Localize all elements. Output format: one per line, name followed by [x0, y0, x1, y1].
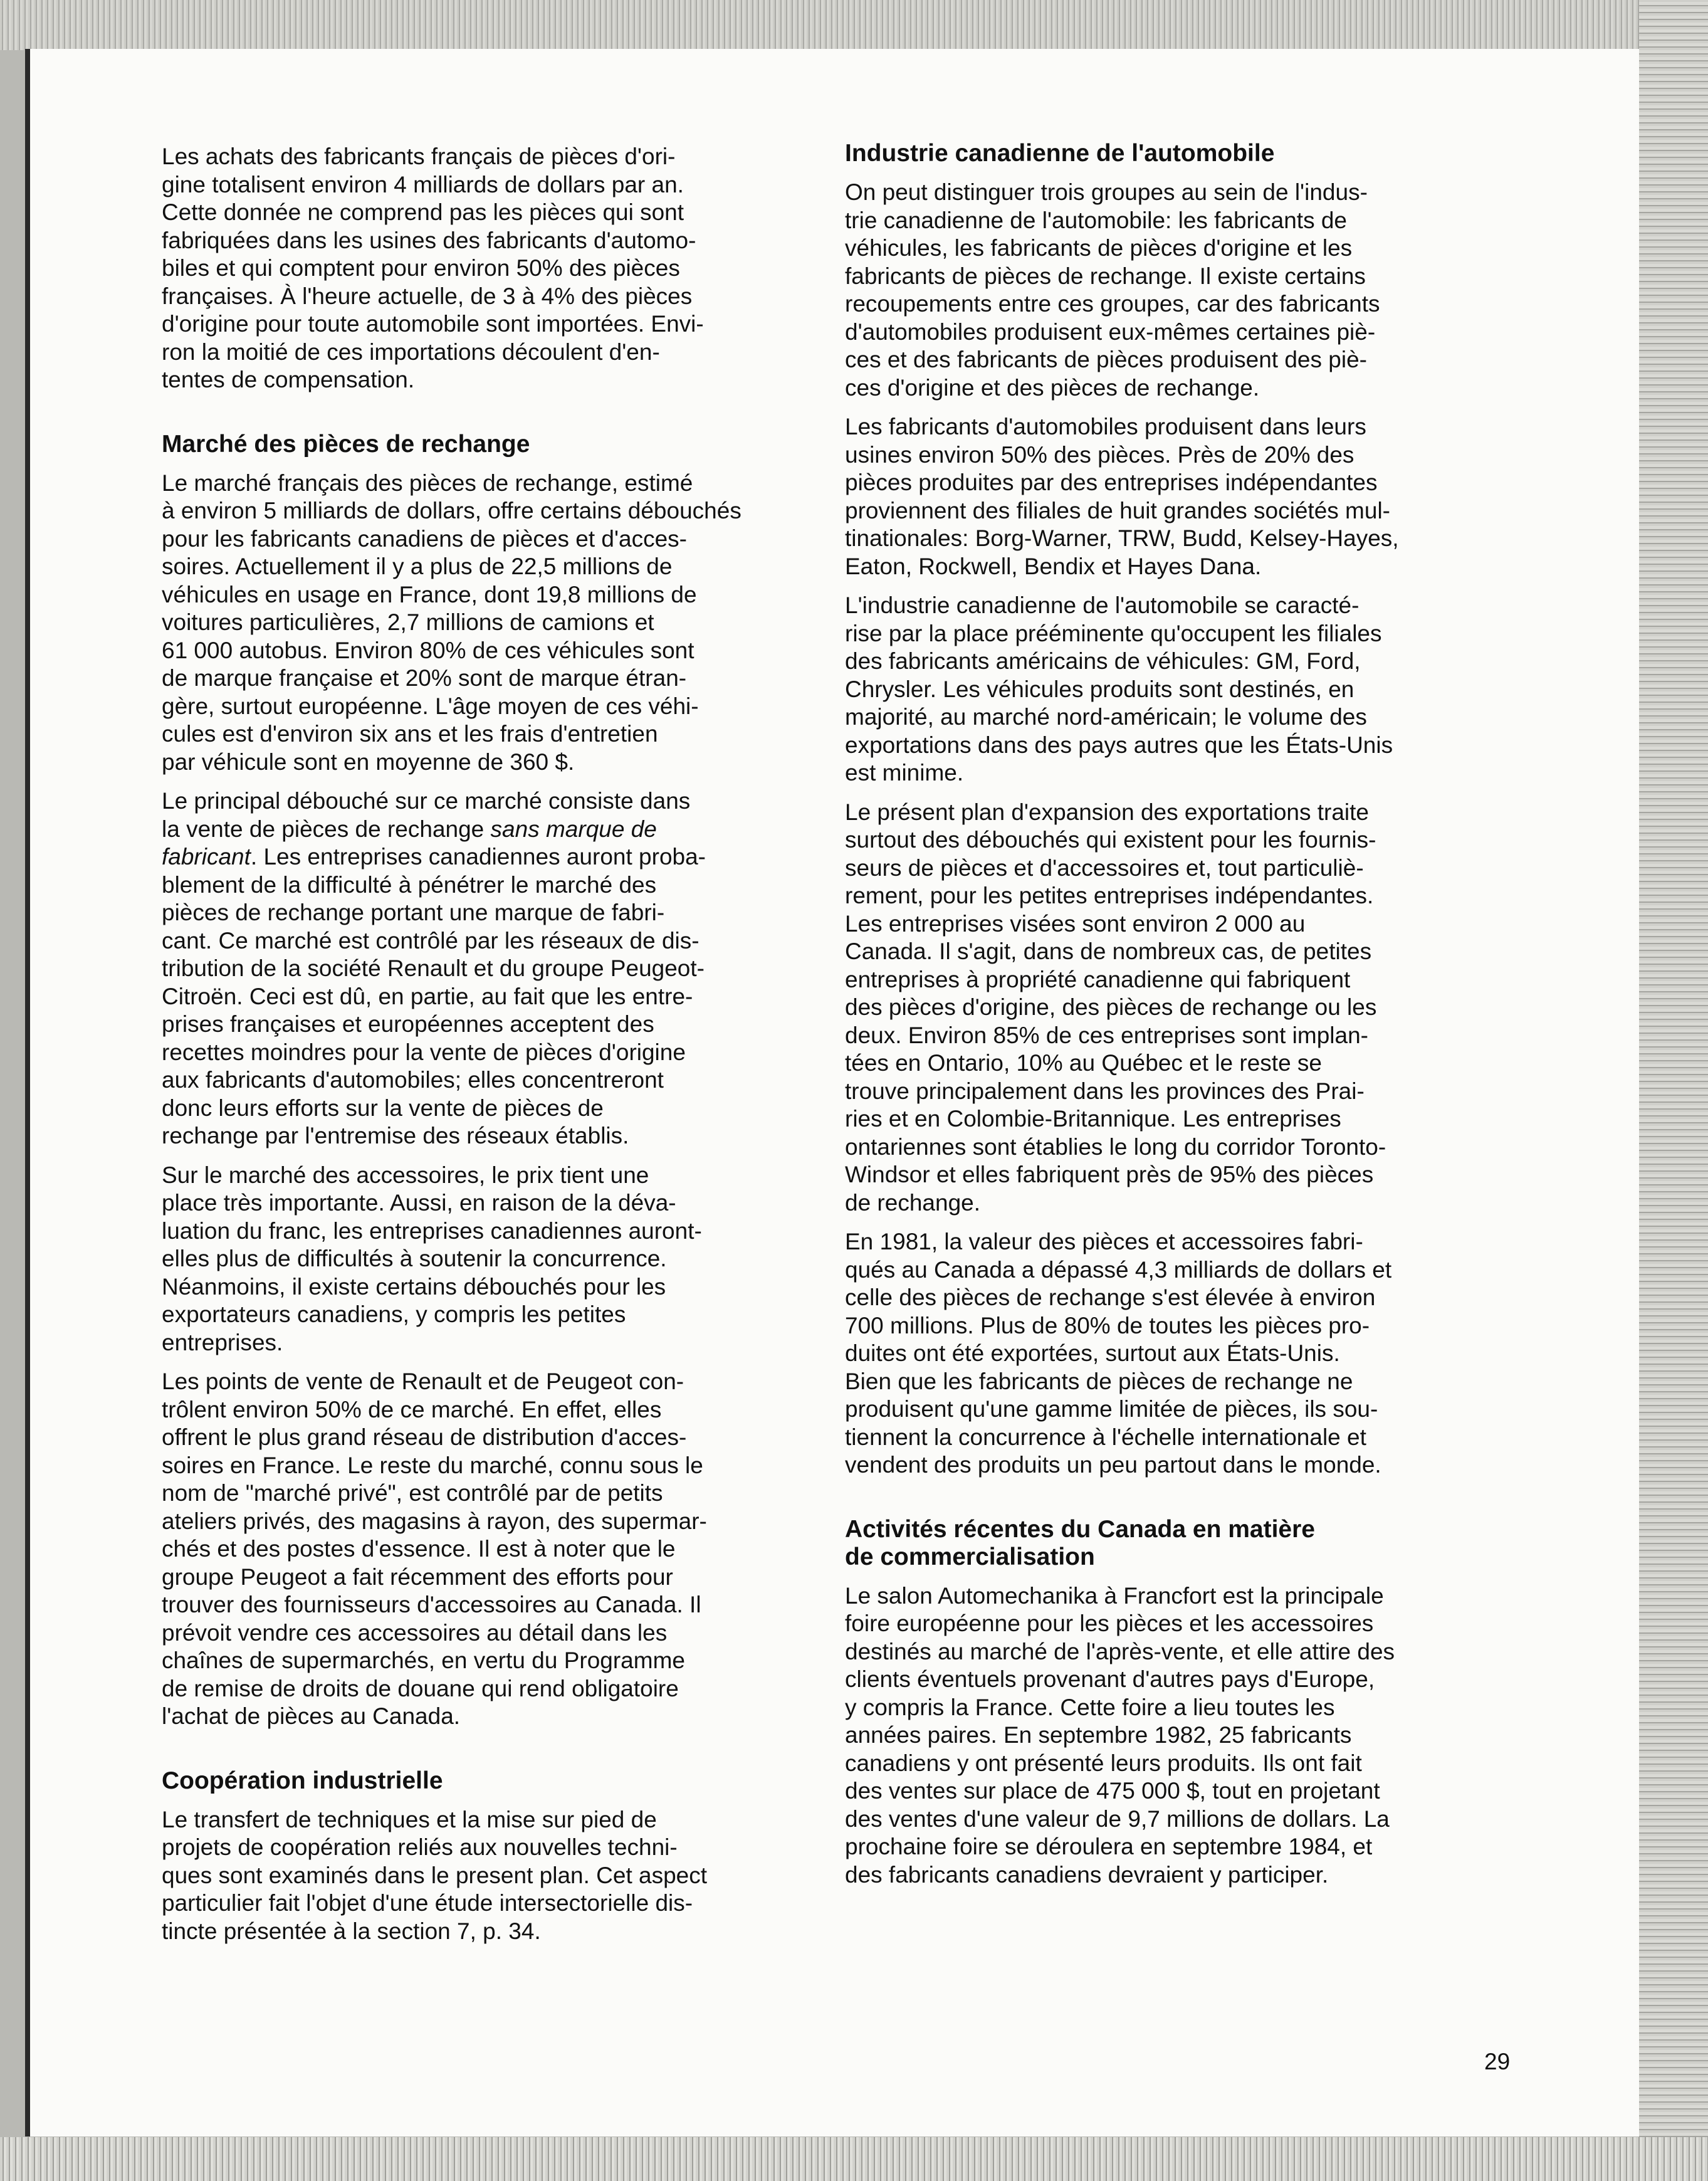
- scan-border-top: [0, 0, 1708, 50]
- page-number: 29: [1484, 2049, 1511, 2074]
- paragraph-industry-4: Le présent plan d'expansion des exportations traite surtout des débouchés qui existent pour les fournis- seurs de pièces et d'accessoires et, tout particuliè- rement, pour les petites entreprises indépendantes. Les entreprises visées sont environ 2 000 au Canada. Il s'agit, dans de nombreux cas, de petites entreprises à propriété canadienne qui fabriquent des pièces d'origine, des pièces de rechange ou les deux. Environ 85% de ces entreprises sont implan- tées en Ontario, 10% au Québec et le reste se trouve principalement dans les provinces des Prai- ries et en Colombie-Britannique. Les entreprises ontariennes sont établies le long du corridor Toronto- Windsor et elles fabriquent près de 95% des pièces de rechange.: [845, 799, 1386, 1216]
- heading-recent-marketing-activities: Activités récentes du Canada en matière de commercialisation: [845, 1515, 1315, 1570]
- scan-border-right: [1639, 0, 1708, 2181]
- heading-replacement-parts-market: Marché des pièces de rechange: [162, 430, 530, 458]
- paragraph-replacement-2: [162, 787, 820, 1150]
- paragraph-replacement-2-start: Le principal débouché sur ce marché consiste dans la vente de pièces de rechange: [162, 788, 691, 842]
- paragraph-industry-3: L'industrie canadienne de l'automobile se caracté- rise par la place prééminente qu'occupent les filiales des fabricants américains de véhicules: GM, Ford, Chrysler. Les véhicules produits sont destinés, en majorité, au marché nord-américain; le volume des exportations dans des pays autres que les États-Unis est minime.: [845, 592, 1393, 786]
- intro-paragraph: Les achats des fabricants français de pièces d'ori- gine totalisent environ 4 milliards de dollars par an. Cette donnée ne comprend pas les pièces qui sont fabriquées dans les usines des fabricants d'automo- biles et qui comptent pour environ 50% des pièces françaises. À l'heure actuelle, de 3 à 4% des pièces d'origine pour toute automobile sont importées. Envi- ron la moitié de ces importations découlent d'en- tentes de compensation.: [162, 144, 704, 392]
- heading-canadian-auto-industry: Industrie canadienne de l'automobile: [845, 140, 1275, 167]
- paragraph-industry-1: On peut distinguer trois groupes au sein de l'indus- trie canadienne de l'automobile: les fabricants de véhicules, les fabricants de pièces d'origine et les fabricants de pièces de rechange. Il existe certains recoupements entre ces groupes, car des fabricants d'automobiles produisent eux-mêmes certaines piè- ces et des fabricants de pièces produisent des piè- ces d'origine et des pièces de rechange.: [845, 179, 1380, 401]
- document-page: [25, 49, 1639, 2136]
- left-column: [162, 143, 820, 1957]
- paragraph-replacement-2-end: . Les entreprises canadiennes auront proba- blement de la difficulté à pénétrer le marché des pièces de rechange portant une marque de fabri- cant. Ce marché est contrôlé par les réseaux de dis- tribution de la société Renault et du groupe Peugeot- Citroën. Ceci est dû, en partie, au fait que les entre- prises françaises et européennes acceptent des recettes moindres pour la vente de pièces d'origine aux fabricants d'automobiles; elles concentreront donc leurs efforts sur la vente de pièces de rechange par l'entremise des réseaux établis.: [162, 844, 706, 1148]
- heading-industrial-cooperation: Coopération industrielle: [162, 1767, 443, 1794]
- paragraph-replacement-4: Les points de vente de Renault et de Peugeot con- trôlent environ 50% de ce marché. En effet, elles offrent le plus grand réseau de distribution d'acces- soires en France. Le reste du marché, connu sous le nom de "marché privé", est contrôlé par de petits ateliers privés, des magasins à rayon, des supermar- chés et des postes d'essence. Il est à noter que le groupe Peugeot a fait récemment des efforts pour trouver des fournisseurs d'accessoires au Canada. Il prévoit vendre ces accessoires au détail dans les chaînes de supermarchés, en vertu du Programme de remise de droits de douane qui rend obligatoire l'achat de pièces au Canada.: [162, 1369, 707, 1729]
- paragraph-cooperation-1: Le transfert de techniques et la mise sur pied de projets de coopération reliés aux nouvelles techni- ques sont examinés dans le present plan. Cet aspect particulier fait l'objet d'une étude intersectorielle dis- tincte présentée à la section 7, p. 34.: [162, 1806, 708, 1944]
- paragraph-replacement-1: Le marché français des pièces de rechange, estimé à environ 5 milliards de dollars, offre certains débouchés pour les fabricants canadiens de pièces et d'acces- soires. Actuellement il y a plus de 22,5 millions de véhicules en usage en France, dont 19,8 millions de voitures particulières, 2,7 millions de camions et 61 000 autobus. Environ 80% de ces véhicules sont de marque française et 20% sont de marque étran- gère, surtout européenne. L'âge moyen de ces véhi- cules est d'environ six ans et les frais d'entretien par véhicule sont en moyenne de 360 $.: [162, 470, 741, 775]
- paragraph-industry-5: En 1981, la valeur des pièces et accessoires fabri- qués au Canada a dépassé 4,3 milliards de dollars et celle des pièces de rechange s'est élevée à environ 700 millions. Plus de 80% de toutes les pièces pro- duites ont été exportées, surtout aux États-Unis. Bien que les fabricants de pièces de rechange ne produisent qu'une gamme limitée de pièces, ils sou- tiennent la concurrence à l'échelle internationale et vendent des produits un peu partout dans le monde.: [845, 1229, 1392, 1478]
- paragraph-replacement-3: Sur le marché des accessoires, le prix tient une place très importante. Aussi, en raison de la déva- luation du franc, les entreprises canadiennes auront- elles plus de difficultés à soutenir la concurrence. Néanmoins, il existe certains débouchés pour les exportateurs canadiens, y compris les petites entreprises.: [162, 1162, 702, 1355]
- scan-border-bottom: [0, 2137, 1708, 2181]
- paragraph-industry-2: Les fabricants d'automobiles produisent dans leurs usines environ 50% des pièces. Près de 20% des pièces produites par des entreprises indépendantes proviennent des filiales de huit grandes sociétés mul- tinationales: Borg-Warner, TRW, Budd, Kelsey-Hayes, Eaton, Rockwell, Bendix et Hayes Dana.: [845, 414, 1399, 579]
- right-column: [845, 140, 1503, 1900]
- paragraph-replacement-2-italic: sans marque de fabricant: [162, 816, 657, 870]
- paragraph-marketing-1: Le salon Automechanika à Francfort est la principale foire européenne pour les pièces et les accessoires destinés au marché de l'après-vente, et elle attire des clients éventuels provenant d'autres pays d'Europe, y compris la France. Cette foire a lieu toutes les années paires. En septembre 1982, 25 fabricants canadiens y ont présenté leurs produits. Ils ont fait des ventes sur place de 475 000 $, tout en projetant des ventes d'une valeur de 9,7 millions de dollars. La prochaine foire se déroulera en septembre 1984, et des fabricants canadiens devraient y participer.: [845, 1582, 1395, 1888]
